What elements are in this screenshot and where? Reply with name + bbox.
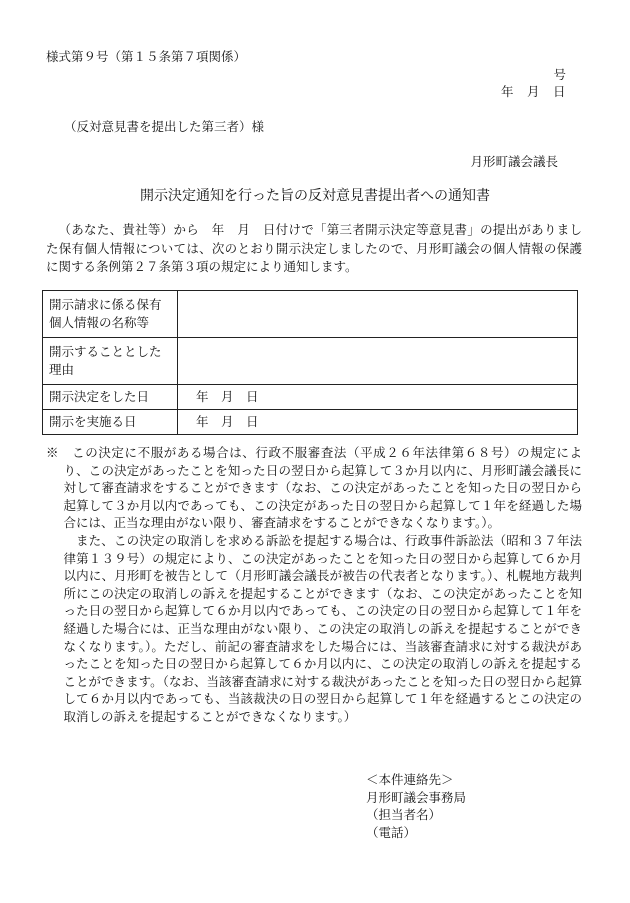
contact-heading: ＜本件連絡先＞	[366, 772, 454, 787]
disclosure-info-table	[42, 290, 578, 435]
note-appeal: ※ この決定に不服がある場合は、行政不服審査法（平成２６年法律第６８号）の規定により、この決定があったことを知った日の翌日から起算して３か月以内に、月形町議会議長に対して審査請求をすることができます（なお、この決定があったことを知った日の翌日から起算して３か月以内であっても、この決定があった日の翌日から起算して１年を経過した場合には、正当な理由がない限り、審査請求をすることができなくなります。）。	[46, 445, 582, 531]
table-row	[43, 385, 578, 410]
document-title: 開示決定通知を行った旨の反対意見書提出者への通知書	[140, 188, 490, 204]
row-label: 開示することとした理由	[43, 338, 178, 385]
contact-block	[366, 771, 466, 841]
form-number: 様式第９号（第１５条第７項関係）	[46, 49, 247, 64]
row-label: 開示決定をした日	[43, 385, 178, 410]
row-value: 年 月 日	[178, 385, 578, 410]
row-value: 年 月 日	[178, 410, 578, 435]
row-value	[178, 338, 578, 385]
contact-phone: （電話）	[366, 824, 417, 840]
table-row	[43, 338, 578, 385]
intro-paragraph: （あなた、貴社等）から 年 月 日付けで「第三者開示決定等意見書」の提出がありました保有個人情報については、次のとおり開示決定しましたので、月形町議会の個人情報の保護に関する条例第２７条第３項の規定により通知します。	[46, 222, 582, 274]
row-label: 開示請求に係る保有個人情報の名称等	[43, 291, 178, 338]
row-value	[178, 291, 578, 338]
table-row	[43, 410, 578, 435]
notes-section	[46, 444, 582, 726]
note-lawsuit: また、この決定の取消しを求める訴訟を提起する場合は、行政事件訴訟法（昭和３７年法律第１３９号）の規定により、この決定があったことを知った日の翌日から起算して６か月以内に、月形町を被告として（月形町議会議長が被告の代表者となります。）、札幌地方裁判所にこの決定の取消しの訴えを提起することができます（なお、この決定があったことを知った日の翌日から起算して６か月以内であっても、この決定の日の翌日から起算して１年を経過した場合には、正当な理由がない限り、この決定の取消しの訴えを提起することができなくなります。）。ただし、前記の審査請求をした場合には、当該審査請求に対する裁決があったことを知った日の翌日から起算して６か月以内に、この決定の取消しの訴えを提起することができます。（なお、当該審査請求に対する裁決があったことを知った日の翌日から起算して６か月以内であっても、当該裁決の日の翌日から起算して１年を経過するとこの決定の取消しの訴えを提起することができなくなります。）	[63, 532, 582, 724]
document-number: 号	[553, 67, 566, 82]
contact-person: （担当者名）	[366, 807, 442, 823]
table-row	[43, 291, 578, 338]
contact-office: 月形町議会事務局	[366, 789, 467, 805]
sender: 月形町議会議長	[470, 154, 558, 169]
addressee: （反対意見書を提出した第三者）様	[64, 119, 265, 134]
document-date: 年 月 日	[500, 84, 566, 99]
row-label: 開示を実施る日	[43, 410, 178, 435]
